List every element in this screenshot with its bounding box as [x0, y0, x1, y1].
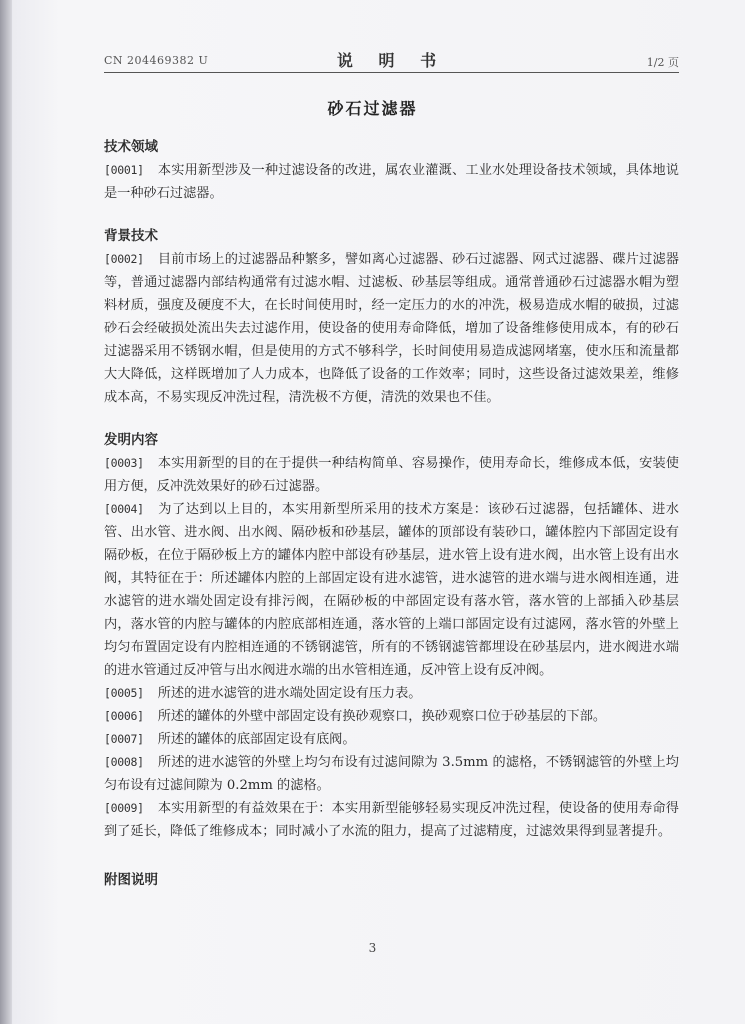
paragraph-text: 所述的进水滤管的进水端处固定设有压力表。 — [157, 686, 422, 701]
paragraph-0008 — [104, 751, 679, 797]
paragraph-0003 — [104, 452, 679, 498]
paragraph-0002 — [104, 248, 679, 409]
page-header — [104, 48, 679, 73]
paragraph-number: [0006] — [104, 709, 144, 723]
paragraph-0006 — [104, 705, 679, 728]
paragraph-0001 — [104, 159, 679, 205]
paragraph-number: [0004] — [104, 502, 144, 516]
paragraph-number: [0002] — [104, 252, 144, 266]
paragraph-number: [0005] — [104, 686, 144, 700]
document-title: 砂石过滤器 — [327, 99, 418, 118]
paragraph-text: 本实用新型的有益效果在于：本实用新型能够轻易实现反冲洗过程，使设备的使用寿命得到了延长，降低了维修成本；同时减小了水流的阻力，提高了过滤精度，过滤效果得到显著提升。 — [104, 801, 679, 839]
section-heading-figures: 附图说明 — [104, 872, 158, 888]
patent-number: CN 204469382 U — [104, 54, 209, 67]
paragraph-text: 所述的罐体的外壁中部固定设有换砂观察口，换砂观察口位于砂基层的下部。 — [157, 709, 607, 724]
paragraph-text: 所述的进水滤管的外壁上均匀布设有过滤间隙为 3.5mm 的滤格，不锈钢滤管的外壁上均匀布设有过滤间隙为 0.2mm 的滤格。 — [104, 755, 679, 793]
doc-type: 说 明 书 — [336, 51, 447, 70]
binding-shadow — [0, 0, 12, 1024]
page-info: 1/2 页 — [646, 56, 679, 69]
paragraph-text: 为了达到以上目的，本实用新型所采用的技术方案是：该砂石过滤器，包括罐体、进水管、出水管、进水阀、出水阀、隔砂板和砂基层，罐体的顶部设有装砂口，罐体腔内下部固定设有隔砂板，在位于隔砂板上方的罐体内腔中部设有砂基层，进水管上设有进水阀，出水管上设有出水阀，其特征在于：所述罐体内腔的上部固定设有进水滤管，进水滤管的进水端与进水阀相连通，进水滤管的进水端处固定设有排污阀，在隔砂板的中部固定设有落水管，落水管的上部插入砂基层内，落水管的内腔与罐体的内腔底部相连通，落水管的上端口部固定设有过滤网，落水管的外壁上均匀布置固定设有内腔相连通的不锈钢滤管，所有的不锈钢滤管都埋设在砂基层内，进水阀进水端的进水管通过反冲管与出水阀进水端的出水管相连通，反冲管上设有反冲阀。 — [104, 502, 679, 678]
paragraph-0005 — [104, 682, 679, 705]
section-heading-invention: 发明内容 — [104, 432, 158, 448]
paragraph-0004 — [104, 498, 679, 682]
section-heading-background: 背景技术 — [104, 228, 158, 244]
paragraph-number: [0007] — [104, 732, 144, 746]
paragraph-text: 本实用新型的目的在于提供一种结构简单、容易操作，使用寿命长，维修成本低，安装使用方便，反冲洗效果好的砂石过滤器。 — [104, 456, 679, 494]
paragraph-0009 — [104, 797, 679, 843]
document-body — [104, 136, 679, 892]
paragraph-number: [0008] — [104, 755, 144, 769]
paragraph-text: 本实用新型涉及一种过滤设备的改进，属农业灌溉、工业水处理设备技术领域，具体地说是一种砂石过滤器。 — [104, 163, 679, 201]
paragraph-text: 所述的罐体的底部固定设有底阀。 — [157, 732, 356, 747]
paragraph-number: [0001] — [104, 163, 144, 177]
paragraph-text: 目前市场上的过滤器品种繁多，譬如离心过滤器、砂石过滤器、网式过滤器、碟片过滤器等，普通过滤器内部结构通常有过滤水帽、过滤板、砂基层等组成。通常普通砂石过滤器水帽为塑料材质，强度及硬度不大，在长时间使用时，经一定压力的水的冲洗，极易造成水帽的破损，过滤砂石会经破损处流出失去过滤作用，使设备的使用寿命降低，增加了设备维修使用成本，有的砂石过滤器采用不锈钢水帽，但是使用的方式不够科学，长时间使用易造成滤网堵塞，使水压和流量都大大降低，这样既增加了人力成本，也降低了设备的工作效率；同时，这些设备过滤效果差，维修成本高，不易实现反冲洗过程，清洗极不方便，清洗的效果也不佳。 — [104, 252, 679, 405]
paragraph-0007 — [104, 728, 679, 751]
page-number: 3 — [368, 941, 377, 955]
paragraph-number: [0003] — [104, 456, 144, 470]
section-heading-tech-field: 技术领域 — [104, 139, 158, 155]
paragraph-number: [0009] — [104, 801, 144, 815]
